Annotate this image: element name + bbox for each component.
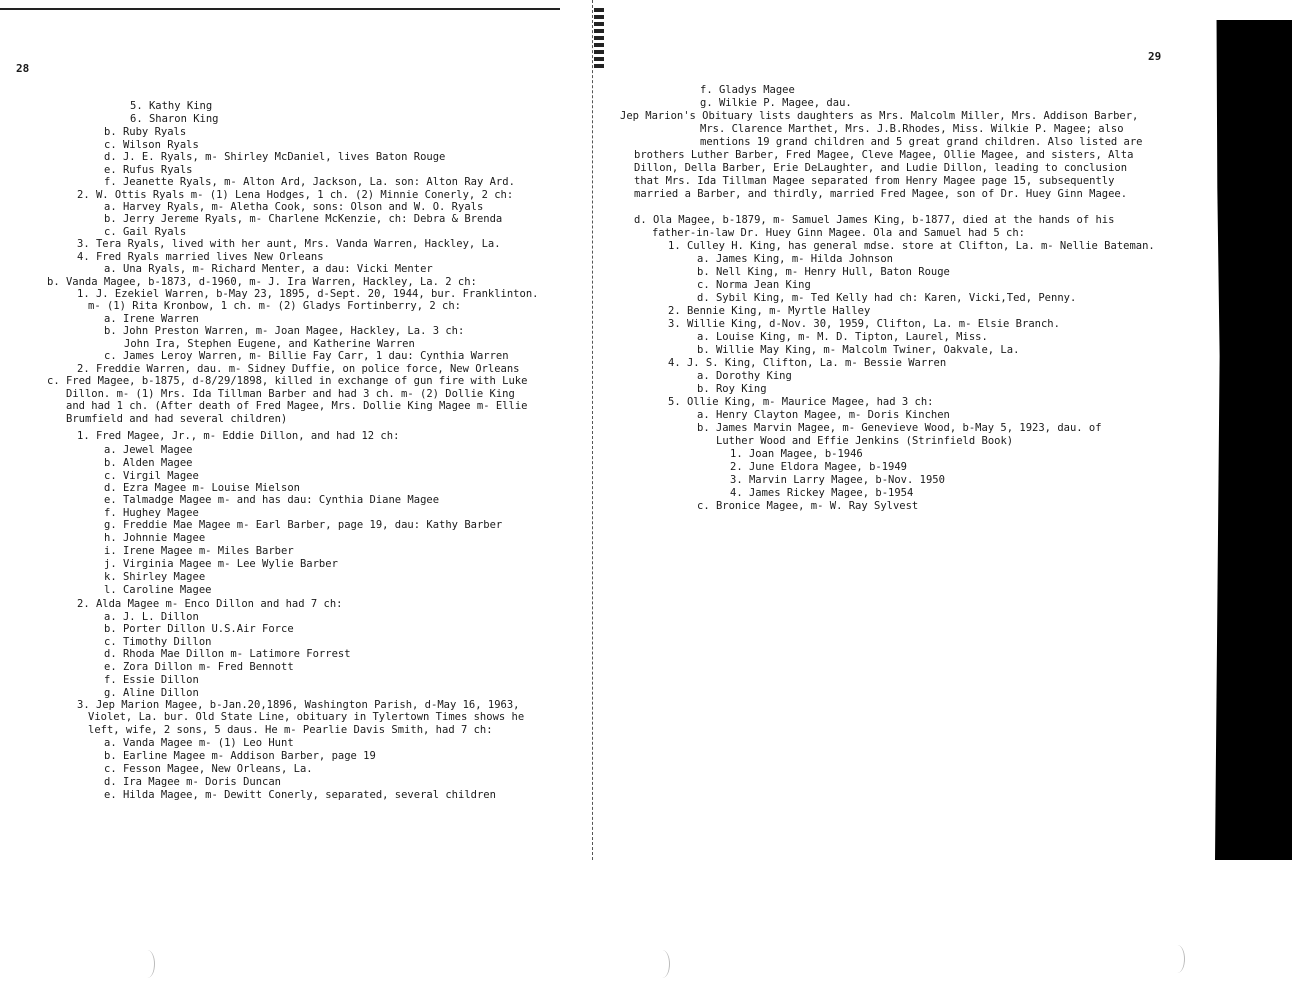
text-line: 1. Culley H. King, has general mdse. store at Clifton, La. m- Nellie Bateman.: [668, 240, 1155, 252]
text-line: Dillon, Della Barber, Erie DeLaughter, and Ludie Dillon, leading to conclusion: [634, 162, 1128, 174]
text-line: brothers Luther Barber, Fred Magee, Cleve Magee, Ollie Magee, and sisters, Alta: [634, 149, 1134, 161]
page-gutter: [592, 0, 607, 860]
text-line: b. Willie May King, m- Malcolm Twiner, Oakvale, La.: [697, 344, 1020, 356]
text-line: Luther Wood and Effie Jenkins (Strinfield Book): [716, 435, 1014, 447]
text-line: 6. Sharon King: [130, 113, 219, 125]
text-line: 1. J. Ezekiel Warren, b-May 23, 1895, d-Sept. 20, 1944, bur. Franklinton.: [77, 288, 539, 300]
text-line: f. Jeanette Ryals, m- Alton Ard, Jackson, La. son: Alton Ray Ard.: [104, 176, 515, 188]
text-line: 5. Ollie King, m- Maurice Magee, had 3 ch:: [668, 396, 934, 408]
text-line: f. Hughey Magee: [104, 507, 199, 519]
text-line: 2. W. Ottis Ryals m- (1) Lena Hodges, 1 ch. (2) Minnie Conerly, 2 ch:: [77, 189, 514, 201]
text-line: c. Timothy Dillon: [104, 636, 212, 648]
text-line: 1. Fred Magee, Jr., m- Eddie Dillon, and had 12 ch:: [77, 430, 400, 442]
text-line: a. James King, m- Hilda Johnson: [697, 253, 893, 265]
text-line: 2. Bennie King, m- Myrtle Halley: [668, 305, 871, 317]
text-line: 3. Willie King, d-Nov. 30, 1959, Clifton, La. m- Elsie Branch.: [668, 318, 1060, 330]
text-line: a. Irene Warren: [104, 313, 199, 325]
text-line: a. Vanda Magee m- (1) Leo Hunt: [104, 737, 294, 749]
text-line: Violet, La. bur. Old State Line, obituary in Tylertown Times shows he: [88, 711, 525, 723]
text-line: b. Jerry Jereme Ryals, m- Charlene McKenzie, ch: Debra & Brenda: [104, 213, 503, 225]
text-line: c. James Leroy Warren, m- Billie Fay Carr, 1 dau: Cynthia Warren: [104, 350, 509, 362]
text-line: g. Aline Dillon: [104, 687, 199, 699]
text-line: c. Bronice Magee, m- W. Ray Sylvest: [697, 500, 919, 512]
text-line: a. Henry Clayton Magee, m- Doris Kinchen: [697, 409, 950, 421]
text-line: c. Gail Ryals: [104, 226, 187, 238]
text-line: 1. Joan Magee, b-1946: [730, 448, 863, 460]
text-line: 2. Freddie Warren, dau. m- Sidney Duffie, on police force, New Orleans: [77, 363, 520, 375]
text-line: John Ira, Stephen Eugene, and Katherine Warren: [124, 338, 415, 350]
text-line: k. Shirley Magee: [104, 571, 206, 583]
text-line: that Mrs. Ida Tillman Magee separated from Henry Magee page 15, subsequently: [634, 175, 1115, 187]
text-line: 3. Jep Marion Magee, b-Jan.20,1896, Washington Parish, d-May 16, 1963,: [77, 699, 520, 711]
text-line: j. Virginia Magee m- Lee Wylie Barber: [104, 558, 338, 570]
text-line: b. Porter Dillon U.S.Air Force: [104, 623, 294, 635]
text-line: e. Zora Dillon m- Fred Bennott: [104, 661, 294, 673]
text-line: b. Alden Magee: [104, 457, 193, 469]
text-line: Brumfield and had several children): [66, 413, 288, 425]
text-line: a. Una Ryals, m- Richard Menter, a dau: Vicki Menter: [104, 263, 433, 275]
text-line: Dillon. m- (1) Mrs. Ida Tillman Barber and had 3 ch. m- (2) Dollie King: [66, 388, 515, 400]
text-line: h. Johnnie Magee: [104, 532, 206, 544]
page-curl-mark: [140, 950, 155, 978]
text-line: a. Dorothy King: [697, 370, 792, 382]
scan-dark-edge: [1215, 20, 1292, 860]
text-line: d. Rhoda Mae Dillon m- Latimore Forrest: [104, 648, 351, 660]
text-line: b. Ruby Ryals: [104, 126, 187, 138]
top-border-line: [0, 8, 560, 10]
text-line: father-in-law Dr. Huey Ginn Magee. Ola and Samuel had 5 ch:: [652, 227, 1025, 239]
text-line: b. John Preston Warren, m- Joan Magee, Hackley, La. 3 ch:: [104, 325, 465, 337]
text-line: a. Harvey Ryals, m- Aletha Cook, sons: Olson and W. O. Ryals: [104, 201, 484, 213]
text-line: mentions 19 grand children and 5 great grand children. Also listed are: [700, 136, 1143, 148]
text-line: b. Vanda Magee, b-1873, d-1960, m- J. Ira Warren, Hackley, La. 2 ch:: [47, 276, 477, 288]
text-line: Jep Marion's Obituary lists daughters as Mrs. Malcolm Miller, Mrs. Addison Barber,: [620, 110, 1139, 122]
text-line: i. Irene Magee m- Miles Barber: [104, 545, 294, 557]
text-line: 4. J. S. King, Clifton, La. m- Bessie Warren: [668, 357, 947, 369]
text-line: married a Barber, and thirdly, married Fred Magee, son of Dr. Huey Ginn Magee.: [634, 188, 1128, 200]
text-line: left, wife, 2 sons, 5 daus. He m- Pearlie Davis Smith, had 7 ch:: [88, 724, 493, 736]
page-number-left: 28: [16, 62, 30, 75]
text-line: d. Ira Magee m- Doris Duncan: [104, 776, 282, 788]
text-line: and had 1 ch. (After death of Fred Magee, Mrs. Dollie King Magee m- Ellie: [66, 400, 528, 412]
text-line: g. Wilkie P. Magee, dau.: [700, 97, 852, 109]
text-line: d. J. E. Ryals, m- Shirley McDaniel, lives Baton Rouge: [104, 151, 446, 163]
text-line: e. Rufus Ryals: [104, 164, 193, 176]
text-line: c. Wilson Ryals: [104, 139, 199, 151]
text-line: b. Nell King, m- Henry Hull, Baton Rouge: [697, 266, 950, 278]
text-line: 4. James Rickey Magee, b-1954: [730, 487, 914, 499]
text-line: f. Essie Dillon: [104, 674, 199, 686]
text-line: 4. Fred Ryals married lives New Orleans: [77, 251, 324, 263]
text-line: b. Earline Magee m- Addison Barber, page 19: [104, 750, 376, 762]
text-line: e. Talmadge Magee m- and has dau: Cynthia Diane Magee: [104, 494, 440, 506]
text-line: 5. Kathy King: [130, 100, 213, 112]
text-line: f. Gladys Magee: [700, 84, 795, 96]
text-line: Mrs. Clarence Marthet, Mrs. J.B.Rhodes, Miss. Wilkie P. Magee; also: [700, 123, 1124, 135]
text-line: d. Ezra Magee m- Louise Mielson: [104, 482, 300, 494]
page-curl-mark: [1170, 945, 1185, 973]
text-line: 2. Alda Magee m- Enco Dillon and had 7 ch:: [77, 598, 343, 610]
page-curl-mark: [655, 950, 670, 978]
page-number-right: 29: [1148, 50, 1162, 63]
text-line: 3. Tera Ryals, lived with her aunt, Mrs. Vanda Warren, Hackley, La.: [77, 238, 501, 250]
text-line: d. Sybil King, m- Ted Kelly had ch: Karen, Vicki,Ted, Penny.: [697, 292, 1077, 304]
text-line: c. Virgil Magee: [104, 470, 199, 482]
text-line: e. Hilda Magee, m- Dewitt Conerly, separated, several children: [104, 789, 496, 801]
text-line: b. Roy King: [697, 383, 767, 395]
text-line: a. J. L. Dillon: [104, 611, 199, 623]
text-line: 2. June Eldora Magee, b-1949: [730, 461, 908, 473]
text-line: c. Norma Jean King: [697, 279, 811, 291]
text-line: a. Louise King, m- M. D. Tipton, Laurel, Miss.: [697, 331, 988, 343]
text-line: a. Jewel Magee: [104, 444, 193, 456]
text-line: d. Ola Magee, b-1879, m- Samuel James King, b-1877, died at the hands of his: [634, 214, 1115, 226]
binding-mark: [594, 8, 604, 68]
text-line: 3. Marvin Larry Magee, b-Nov. 1950: [730, 474, 945, 486]
text-line: c. Fred Magee, b-1875, d-8/29/1898, killed in exchange of gun fire with Luke: [47, 375, 528, 387]
text-line: m- (1) Rita Kronbow, 1 ch. m- (2) Gladys Fortinberry, 2 ch:: [88, 300, 461, 312]
text-line: l. Caroline Magee: [104, 584, 212, 596]
text-line: b. James Marvin Magee, m- Genevieve Wood, b-May 5, 1923, dau. of: [697, 422, 1102, 434]
text-line: c. Fesson Magee, New Orleans, La.: [104, 763, 313, 775]
text-line: g. Freddie Mae Magee m- Earl Barber, page 19, dau: Kathy Barber: [104, 519, 503, 531]
